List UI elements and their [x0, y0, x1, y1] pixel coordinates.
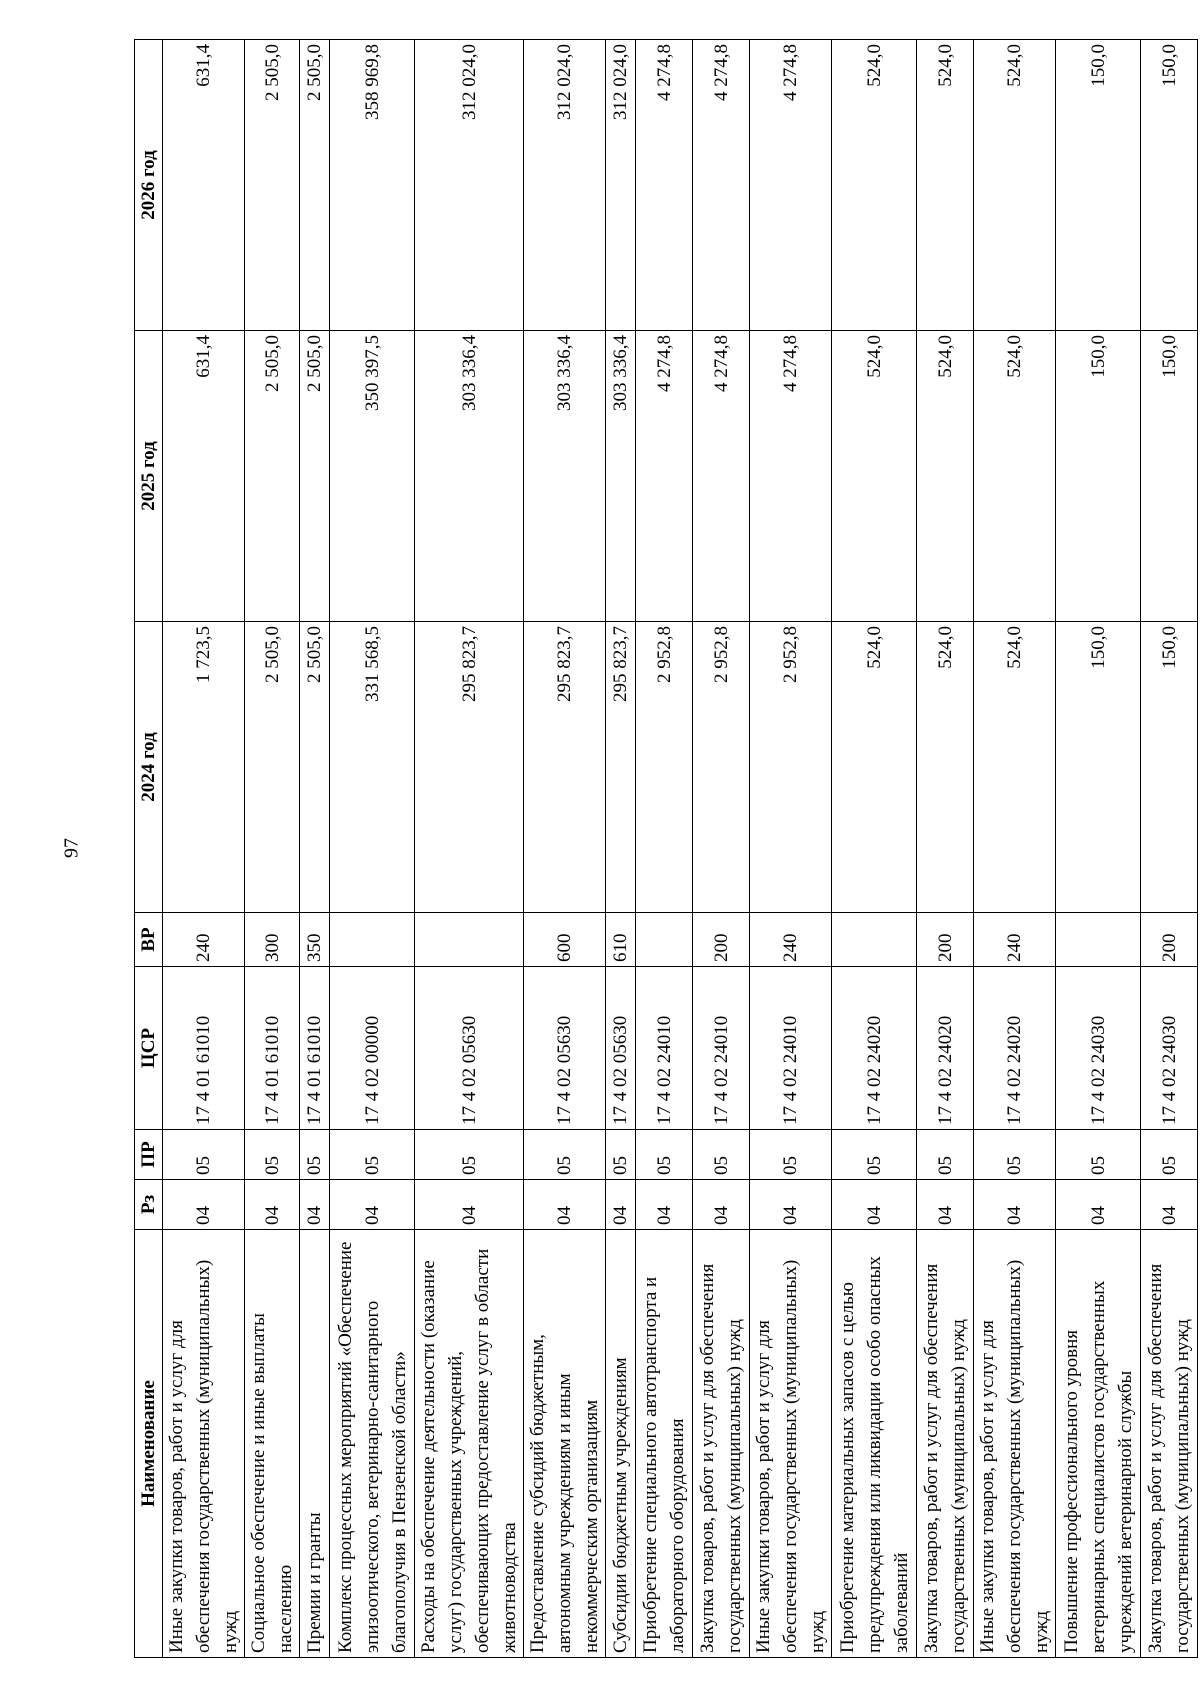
cell-2025: 2 505,0 — [300, 331, 330, 622]
cell-rz: 04 — [1056, 1180, 1141, 1230]
cell-vr: 200 — [1141, 913, 1198, 967]
cell-2024: 524,0 — [832, 622, 917, 913]
cell-csr: 17 4 02 24030 — [1141, 967, 1198, 1130]
cell-2024: 2 505,0 — [245, 622, 300, 913]
cell-name: Иные закупки товаров, работ и услуг для обеспечения государственных (муниципальных) нужд — [974, 1230, 1056, 1658]
table-row — [1056, 40, 1141, 1658]
cell-rz: 04 — [636, 1180, 693, 1230]
cell-vr: 350 — [300, 913, 330, 967]
cell-vr: 240 — [750, 913, 832, 967]
budget-table-container — [134, 40, 1193, 1658]
cell-csr: 17 4 02 05630 — [415, 967, 524, 1130]
cell-2024: 295 823,7 — [415, 622, 524, 913]
table-row — [606, 40, 636, 1658]
cell-2026: 631,4 — [163, 40, 245, 331]
table-row — [245, 40, 300, 1658]
cell-rz: 04 — [750, 1180, 832, 1230]
cell-rz: 04 — [606, 1180, 636, 1230]
cell-vr: 200 — [693, 913, 750, 967]
cell-rz: 04 — [832, 1180, 917, 1230]
cell-2024: 150,0 — [1141, 622, 1198, 913]
cell-2024: 2 505,0 — [300, 622, 330, 913]
cell-2024: 295 823,7 — [606, 622, 636, 913]
cell-2024: 2 952,8 — [750, 622, 832, 913]
cell-name: Социальное обеспечение и иные выплаты населению — [245, 1230, 300, 1658]
cell-2024: 2 952,8 — [636, 622, 693, 913]
cell-2026: 524,0 — [832, 40, 917, 331]
cell-csr: 17 4 01 61010 — [245, 967, 300, 1130]
cell-pr: 05 — [245, 1130, 300, 1180]
cell-csr: 17 4 01 61010 — [163, 967, 245, 1130]
header-vr: ВР — [135, 913, 163, 967]
table-row — [330, 40, 415, 1658]
cell-vr — [1056, 913, 1141, 967]
cell-2024: 295 823,7 — [524, 622, 606, 913]
cell-csr: 17 4 02 05630 — [524, 967, 606, 1130]
cell-vr: 240 — [163, 913, 245, 967]
cell-vr: 300 — [245, 913, 300, 967]
table-row — [974, 40, 1056, 1658]
cell-2025: 150,0 — [1056, 331, 1141, 622]
cell-pr: 05 — [750, 1130, 832, 1180]
cell-pr: 05 — [415, 1130, 524, 1180]
cell-2025: 303 336,4 — [415, 331, 524, 622]
cell-name: Субсидии бюджетным учреждениям — [606, 1230, 636, 1658]
cell-2024: 524,0 — [974, 622, 1056, 913]
cell-2026: 4 274,8 — [693, 40, 750, 331]
cell-2025: 4 274,8 — [693, 331, 750, 622]
cell-csr: 17 4 02 24010 — [693, 967, 750, 1130]
cell-2024: 2 952,8 — [693, 622, 750, 913]
cell-name: Иные закупки товаров, работ и услуг для обеспечения государственных (муниципальных) нужд — [163, 1230, 245, 1658]
cell-rz: 04 — [524, 1180, 606, 1230]
cell-pr: 05 — [693, 1130, 750, 1180]
header-2026: 2026 год — [135, 40, 163, 331]
cell-2025: 4 274,8 — [750, 331, 832, 622]
cell-pr: 05 — [300, 1130, 330, 1180]
cell-csr: 17 4 02 24030 — [1056, 967, 1141, 1130]
cell-pr: 05 — [330, 1130, 415, 1180]
cell-2026: 150,0 — [1141, 40, 1198, 331]
header-pr: ПР — [135, 1130, 163, 1180]
cell-rz: 04 — [415, 1180, 524, 1230]
cell-2025: 524,0 — [832, 331, 917, 622]
cell-csr: 17 4 02 00000 — [330, 967, 415, 1130]
table-row — [636, 40, 693, 1658]
cell-name: Закупка товаров, работ и услуг для обеспечения государственных (муниципальных) нужд — [917, 1230, 974, 1658]
cell-csr: 17 4 02 24010 — [636, 967, 693, 1130]
cell-name: Расходы на обеспечение деятельности (оказание услуг) государственных учреждений, обеспечивающих предоставление услуг в области животноводства — [415, 1230, 524, 1658]
cell-name: Предоставление субсидий бюджетным, автономным учреждениям и иным некоммерческим организациям — [524, 1230, 606, 1658]
cell-2025: 350 397,5 — [330, 331, 415, 622]
cell-pr: 05 — [636, 1130, 693, 1180]
cell-csr: 17 4 02 24010 — [750, 967, 832, 1130]
table-row — [300, 40, 330, 1658]
cell-2026: 312 024,0 — [606, 40, 636, 331]
header-2024: 2024 год — [135, 622, 163, 913]
cell-rz: 04 — [300, 1180, 330, 1230]
cell-pr: 05 — [524, 1130, 606, 1180]
cell-2026: 2 505,0 — [300, 40, 330, 331]
table-row — [832, 40, 917, 1658]
cell-2026: 4 274,8 — [750, 40, 832, 331]
cell-2026: 312 024,0 — [524, 40, 606, 331]
cell-vr: 200 — [917, 913, 974, 967]
cell-rz: 04 — [163, 1180, 245, 1230]
cell-2024: 1 723,5 — [163, 622, 245, 913]
cell-csr: 17 4 02 05630 — [606, 967, 636, 1130]
cell-2024: 331 568,5 — [330, 622, 415, 913]
cell-pr: 05 — [606, 1130, 636, 1180]
cell-2026: 150,0 — [1056, 40, 1141, 331]
cell-name: Приобретение материальных запасов с целью предупреждения или ликвидации особо опасных заболеваний — [832, 1230, 917, 1658]
cell-vr — [636, 913, 693, 967]
header-row — [135, 40, 163, 1658]
cell-vr: 240 — [974, 913, 1056, 967]
cell-pr: 05 — [974, 1130, 1056, 1180]
cell-rz: 04 — [245, 1180, 300, 1230]
header-2025: 2025 год — [135, 331, 163, 622]
cell-2026: 358 969,8 — [330, 40, 415, 331]
cell-rz: 04 — [693, 1180, 750, 1230]
cell-name: Комплекс процессных мероприятий «Обеспечение эпизоотического, ветеринарно-санитарного благополучия в Пензенской области» — [330, 1230, 415, 1658]
page-number: 97 — [60, 838, 83, 858]
cell-name: Повышение профессионального уровня ветеринарных специалистов государственных учреждений ветеринарной службы — [1056, 1230, 1141, 1658]
cell-2025: 524,0 — [974, 331, 1056, 622]
cell-2026: 524,0 — [974, 40, 1056, 331]
cell-2026: 524,0 — [917, 40, 974, 331]
header-rz: Рз — [135, 1180, 163, 1230]
cell-pr: 05 — [1056, 1130, 1141, 1180]
cell-pr: 05 — [917, 1130, 974, 1180]
cell-vr: 610 — [606, 913, 636, 967]
cell-rz: 04 — [917, 1180, 974, 1230]
cell-2025: 2 505,0 — [245, 331, 300, 622]
table-row — [917, 40, 974, 1658]
cell-vr — [415, 913, 524, 967]
cell-2025: 303 336,4 — [524, 331, 606, 622]
budget-table — [134, 39, 1198, 1658]
cell-name: Закупка товаров, работ и услуг для обеспечения государственных (муниципальных) нужд — [1141, 1230, 1198, 1658]
cell-vr: 600 — [524, 913, 606, 967]
cell-2024: 524,0 — [917, 622, 974, 913]
cell-pr: 05 — [832, 1130, 917, 1180]
cell-2026: 312 024,0 — [415, 40, 524, 331]
table-row — [1141, 40, 1198, 1658]
cell-name: Закупка товаров, работ и услуг для обеспечения государственных (муниципальных) нужд — [693, 1230, 750, 1658]
cell-2024: 150,0 — [1056, 622, 1141, 913]
cell-pr: 05 — [1141, 1130, 1198, 1180]
table-row — [415, 40, 524, 1658]
cell-csr: 17 4 02 24020 — [832, 967, 917, 1130]
cell-name: Иные закупки товаров, работ и услуг для обеспечения государственных (муниципальных) нужд — [750, 1230, 832, 1658]
cell-name: Премии и гранты — [300, 1230, 330, 1658]
cell-vr — [330, 913, 415, 967]
cell-2025: 303 336,4 — [606, 331, 636, 622]
table-row — [524, 40, 606, 1658]
cell-rz: 04 — [974, 1180, 1056, 1230]
cell-2026: 4 274,8 — [636, 40, 693, 331]
header-name: Наименование — [135, 1230, 163, 1658]
cell-rz: 04 — [330, 1180, 415, 1230]
table-row — [693, 40, 750, 1658]
cell-csr: 17 4 02 24020 — [917, 967, 974, 1130]
cell-name: Приобретение специального автотранспорта и лабораторного оборудования — [636, 1230, 693, 1658]
table-row — [750, 40, 832, 1658]
header-csr: ЦСР — [135, 967, 163, 1130]
cell-csr: 17 4 01 61010 — [300, 967, 330, 1130]
cell-2025: 4 274,8 — [636, 331, 693, 622]
cell-2026: 2 505,0 — [245, 40, 300, 331]
table-row — [163, 40, 245, 1658]
cell-2025: 524,0 — [917, 331, 974, 622]
cell-pr: 05 — [163, 1130, 245, 1180]
cell-2025: 150,0 — [1141, 331, 1198, 622]
cell-csr: 17 4 02 24020 — [974, 967, 1056, 1130]
cell-2025: 631,4 — [163, 331, 245, 622]
cell-vr — [832, 913, 917, 967]
cell-rz: 04 — [1141, 1180, 1198, 1230]
